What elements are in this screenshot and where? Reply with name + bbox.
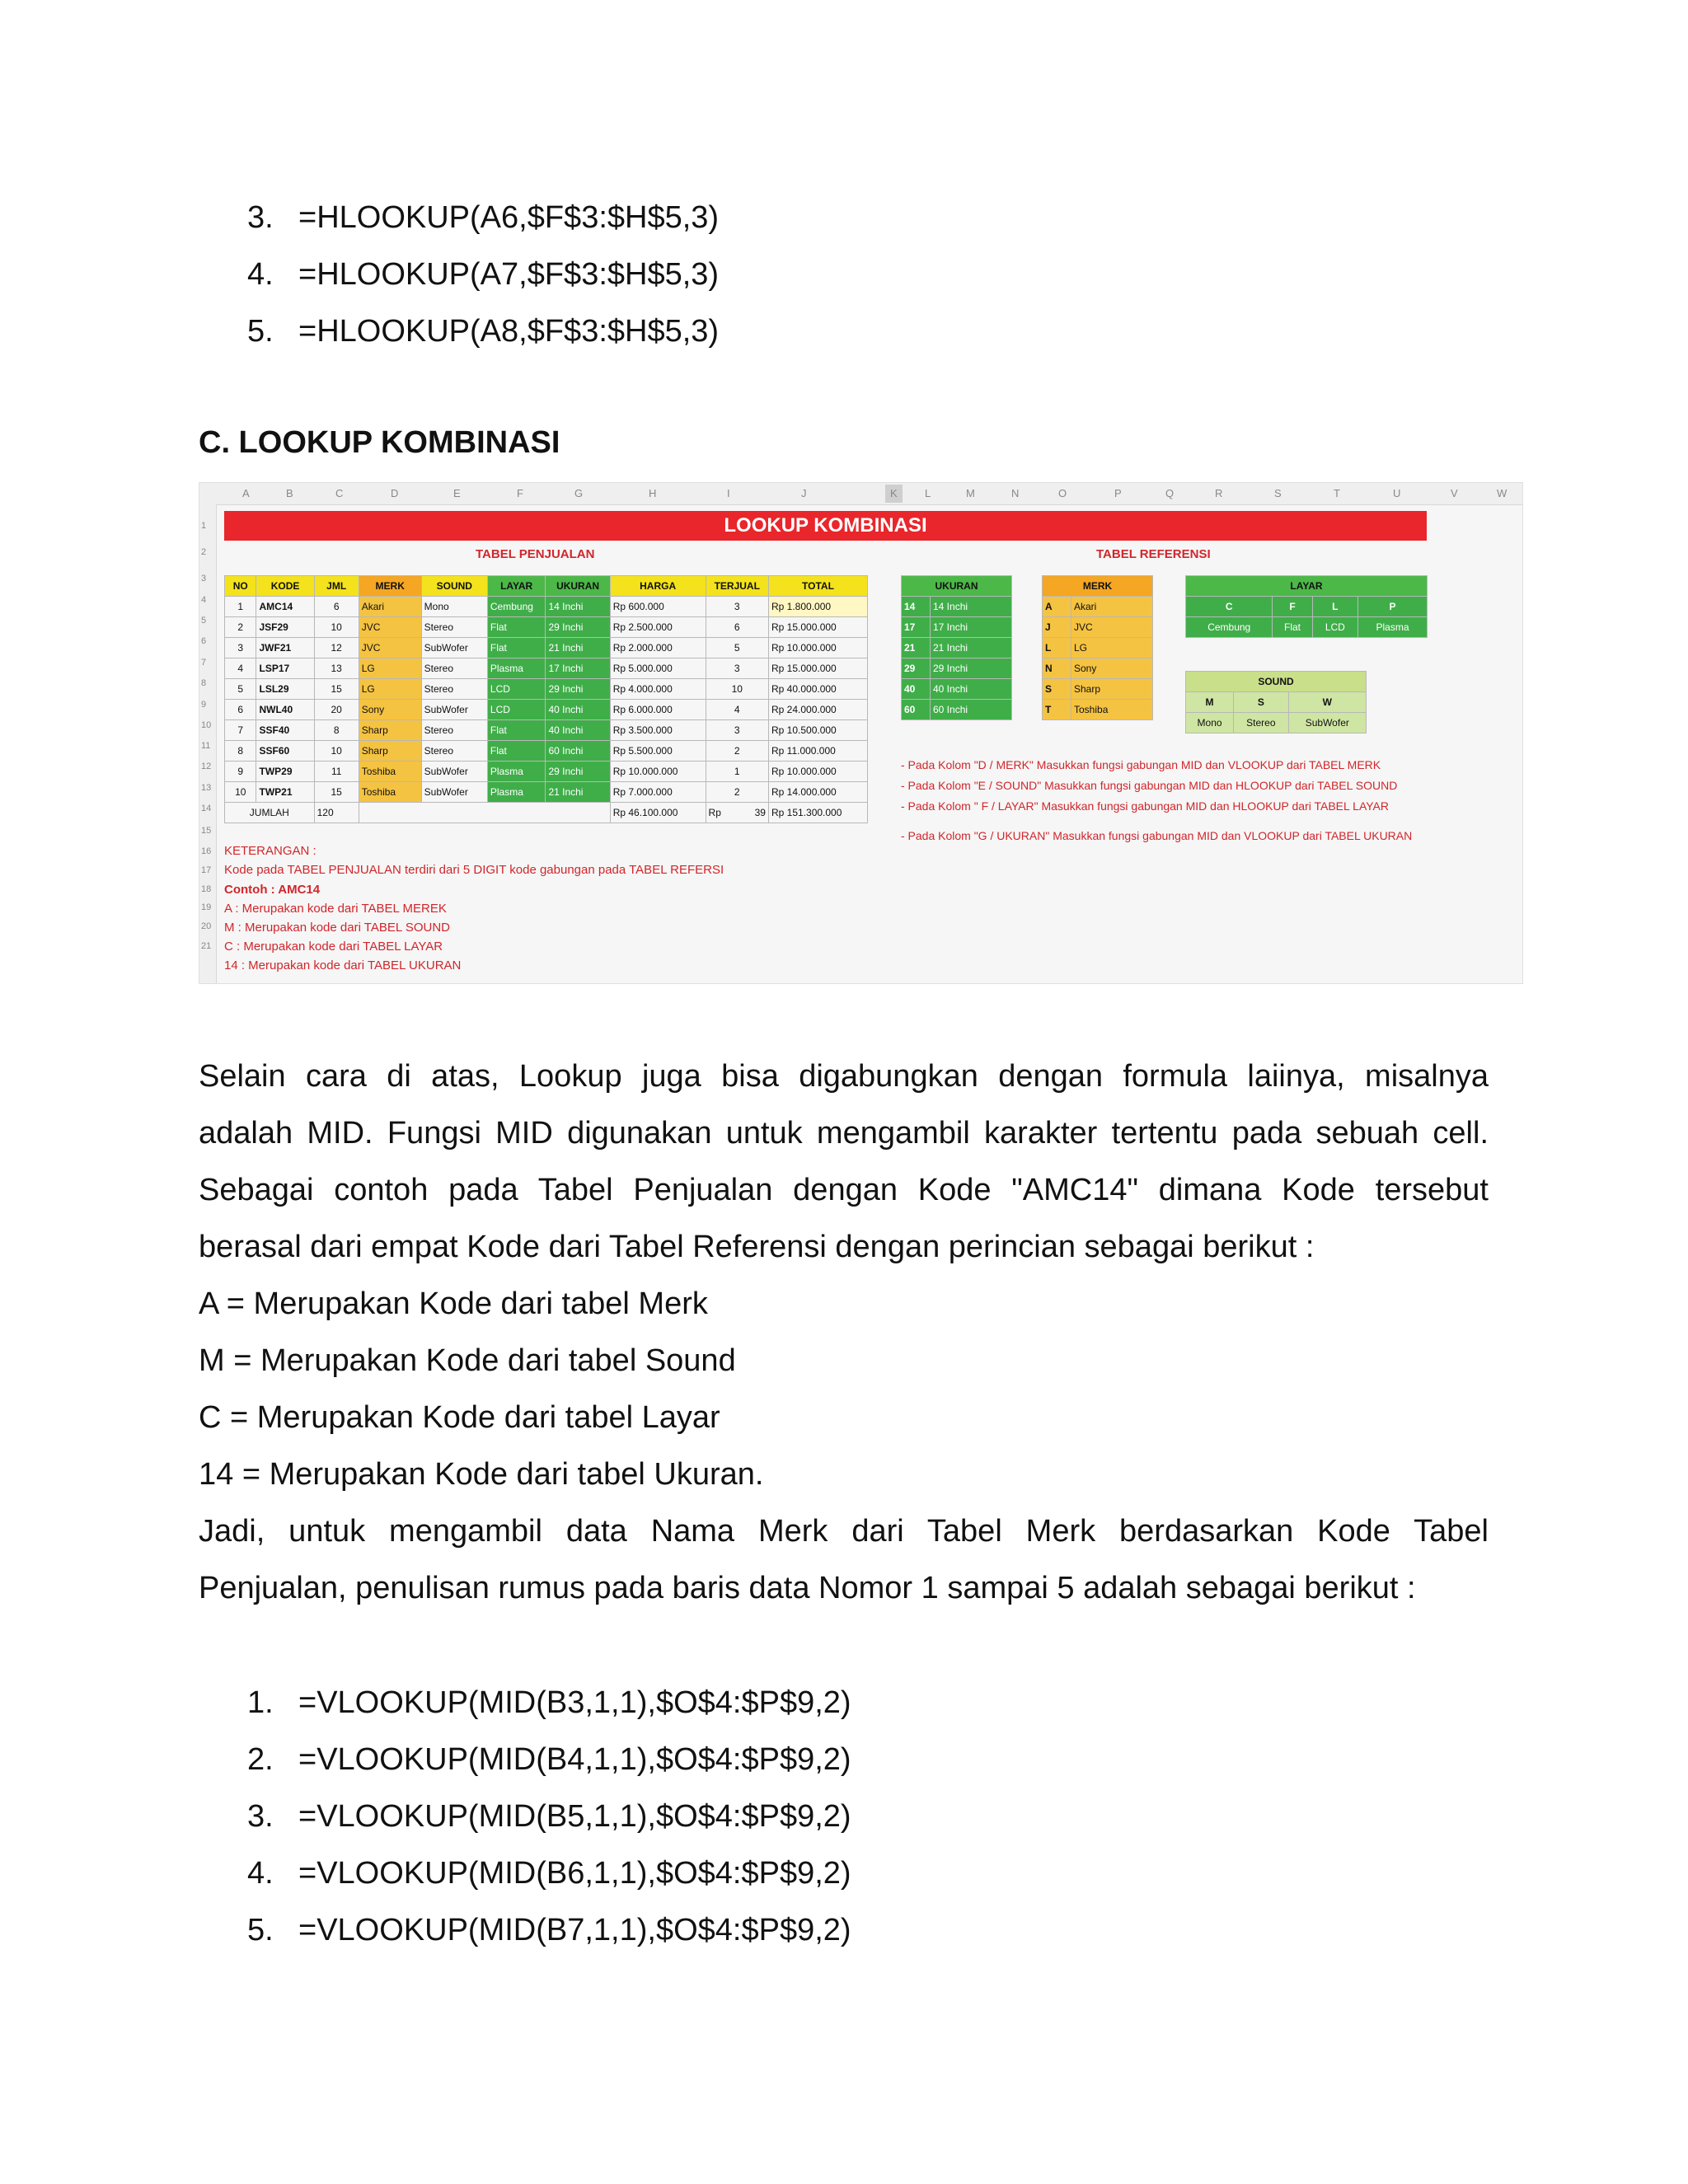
table-cell: 3 <box>225 638 256 658</box>
table-cell: SSF40 <box>256 720 314 741</box>
sound-table <box>1185 671 1367 733</box>
keterangan-line: Kode pada TABEL PENJUALAN terdiri dari 5 DIGIT kode gabungan pada TABEL REFERSI <box>224 863 724 877</box>
table-cell: 8 <box>314 720 359 741</box>
table-row <box>225 617 868 638</box>
table-cell: 2 <box>706 741 768 762</box>
jumlah-terjual <box>706 803 768 823</box>
jumlah-jml: 120 <box>314 803 359 823</box>
table-cell: NWL40 <box>256 700 314 720</box>
column-letter: W <box>1497 487 1507 499</box>
note-line: - Pada Kolom "G / UKURAN" Masukkan fungsi gabungan MID dan VLOOKUP dari TABEL UKURAN <box>901 829 1413 842</box>
header-cell: TOTAL <box>768 576 867 597</box>
ref-row <box>902 700 1012 720</box>
row-number: 21 <box>201 941 212 951</box>
table-row <box>225 658 868 679</box>
jumlah-terjual-value: 39 <box>754 807 766 818</box>
ref-code: 29 <box>902 658 931 679</box>
row-number: 12 <box>201 762 212 771</box>
ref-code: N <box>1043 658 1071 679</box>
column-letter: O <box>1058 487 1067 499</box>
sound-header-row <box>1186 672 1367 692</box>
table-cell: SubWofer <box>421 700 487 720</box>
column-letter: V <box>1451 487 1458 499</box>
ref-code: J <box>1043 617 1071 638</box>
table-cell: 40 Inchi <box>546 700 610 720</box>
table-cell: 10 <box>314 617 359 638</box>
list-item <box>247 1845 851 1902</box>
list-number: 5. <box>247 314 274 349</box>
ref-value: 17 Inchi <box>931 617 1012 638</box>
ref-value: Toshiba <box>1071 700 1153 720</box>
header-cell: NO <box>225 576 256 597</box>
table-cell: Rp 10.000.000 <box>610 762 706 782</box>
table-cell: 11 <box>314 762 359 782</box>
definition-line: C = Merupakan Kode dari tabel Layar <box>199 1400 720 1435</box>
layar-code: C <box>1186 597 1273 617</box>
ref-row <box>902 597 1012 617</box>
sound-value: Mono <box>1186 713 1234 733</box>
row-number: 2 <box>201 547 207 557</box>
ref-header: MERK <box>1043 576 1153 597</box>
jumlah-harga: Rp 46.100.000 <box>610 803 706 823</box>
table-cell: 3 <box>706 597 768 617</box>
list-number: 4. <box>247 257 274 292</box>
ref-code: A <box>1043 597 1071 617</box>
paragraph-line: Penjualan, penulisan rumus pada baris data Nomor 1 sampai 5 adalah sebagai berikut : <box>199 1571 1416 1605</box>
sound-value: Stereo <box>1234 713 1288 733</box>
table-cell: Sony <box>359 700 421 720</box>
formula-text: =VLOOKUP(MID(B5,1,1),$O$4:$P$9,2) <box>298 1799 851 1834</box>
table-cell: Rp 14.000.000 <box>768 782 867 803</box>
table-cell: 13 <box>314 658 359 679</box>
ref-row <box>1043 679 1153 700</box>
layar-codes-row <box>1186 597 1428 617</box>
table-cell: 21 Inchi <box>546 782 610 803</box>
paragraph-line: Sebagai contoh pada Tabel Penjualan dengan Kode "AMC14" dimana Kode tersebut <box>199 1173 1489 1207</box>
keterangan-line: KETERANGAN : <box>224 844 316 858</box>
formula-text: =VLOOKUP(MID(B6,1,1),$O$4:$P$9,2) <box>298 1856 851 1891</box>
table-cell: 17 Inchi <box>546 658 610 679</box>
layar-table <box>1185 575 1428 638</box>
table-cell: 4 <box>225 658 256 679</box>
ref-code: L <box>1043 638 1071 658</box>
column-letter: A <box>242 487 250 499</box>
table-cell: Rp 10.000.000 <box>768 762 867 782</box>
list-number: 1. <box>247 1685 274 1720</box>
table-row <box>225 638 868 658</box>
section-heading: C. LOOKUP KOMBINASI <box>199 425 560 460</box>
table-cell: LCD <box>487 700 546 720</box>
ref-value: 21 Inchi <box>931 638 1012 658</box>
list-item <box>247 1902 851 1959</box>
table-cell: JWF21 <box>256 638 314 658</box>
ref-row <box>1043 617 1153 638</box>
table-cell: Cembung <box>487 597 546 617</box>
table-cell: 2 <box>225 617 256 638</box>
ref-row <box>902 658 1012 679</box>
layar-value: Plasma <box>1358 617 1428 638</box>
layar-code: P <box>1358 597 1428 617</box>
jumlah-label: JUMLAH <box>225 803 315 823</box>
sheet-banner: LOOKUP KOMBINASI <box>224 511 1427 541</box>
table-cell: JSF29 <box>256 617 314 638</box>
ref-row <box>1043 638 1153 658</box>
paragraph-line: berasal dari empat Kode dari Tabel Referensi dengan perincian sebagai berikut : <box>199 1230 1315 1264</box>
list-number: 3. <box>247 1799 274 1834</box>
row-number: 8 <box>201 678 207 688</box>
table-row <box>225 782 868 803</box>
list-item <box>247 246 719 303</box>
layar-code: F <box>1273 597 1312 617</box>
spreadsheet-image <box>199 482 1523 984</box>
table-cell: JVC <box>359 638 421 658</box>
table-cell: Rp 5.500.000 <box>610 741 706 762</box>
list-item <box>247 190 719 246</box>
table-cell: Rp 600.000 <box>610 597 706 617</box>
ref-value: 40 Inchi <box>931 679 1012 700</box>
column-letter: I <box>727 487 730 499</box>
header-cell: MERK <box>359 576 421 597</box>
table-cell: Stereo <box>421 741 487 762</box>
table-cell: SSF60 <box>256 741 314 762</box>
table-cell: 15 <box>314 679 359 700</box>
ref-code: 21 <box>902 638 931 658</box>
table-cell: SubWofer <box>421 782 487 803</box>
table-cell: 7 <box>225 720 256 741</box>
row-number: 20 <box>201 921 212 931</box>
keterangan-line: A : Merupakan kode dari TABEL MEREK <box>224 902 447 916</box>
formula-text: =VLOOKUP(MID(B3,1,1),$O$4:$P$9,2) <box>298 1685 851 1720</box>
list-number: 4. <box>247 1856 274 1891</box>
table-cell: Flat <box>487 720 546 741</box>
column-letter: C <box>335 487 344 499</box>
table-cell: Mono <box>421 597 487 617</box>
column-letter: L <box>925 487 931 499</box>
row-number: 5 <box>201 616 207 626</box>
table-cell: Rp 15.000.000 <box>768 617 867 638</box>
table-cell: 1 <box>706 762 768 782</box>
table-cell: Flat <box>487 638 546 658</box>
table-cell: Sharp <box>359 741 421 762</box>
table-cell: 6 <box>706 617 768 638</box>
table-cell: 6 <box>314 597 359 617</box>
ref-value: 29 Inchi <box>931 658 1012 679</box>
penjualan-title: TABEL PENJUALAN <box>476 547 595 561</box>
row-number: 17 <box>201 865 212 875</box>
jumlah-rp: Rp <box>708 807 721 818</box>
table-cell: Rp 11.000.000 <box>768 741 867 762</box>
sound-value: SubWofer <box>1288 713 1366 733</box>
ref-code: 40 <box>902 679 931 700</box>
table-cell: 10 <box>225 782 256 803</box>
paragraph-line: Jadi, untuk mengambil data Nama Merk dari Tabel Merk berdasarkan Kode Tabel <box>199 1514 1489 1549</box>
column-letter: E <box>453 487 461 499</box>
row-number-bar <box>199 504 217 983</box>
paragraph-line: Selain cara di atas, Lookup juga bisa digabungkan dengan formula laiinya, misalnya <box>199 1059 1489 1094</box>
table-cell: Stereo <box>421 720 487 741</box>
row-number: 9 <box>201 700 207 710</box>
keterangan-line: M : Merupakan kode dari TABEL SOUND <box>224 921 450 935</box>
paragraph-line: adalah MID. Fungsi MID digunakan untuk mengambil karakter tertentu pada sebuah cell. <box>199 1116 1489 1151</box>
row-number: 10 <box>201 720 212 730</box>
table-cell: Flat <box>487 741 546 762</box>
column-letter: M <box>966 487 975 499</box>
row-number: 13 <box>201 783 212 793</box>
table-cell: 1 <box>225 597 256 617</box>
sound-values-row <box>1186 713 1367 733</box>
ref-row <box>1043 658 1153 679</box>
ref-header: UKURAN <box>902 576 1012 597</box>
row-number: 3 <box>201 574 207 583</box>
ref-value: LG <box>1071 638 1153 658</box>
ref-row <box>902 617 1012 638</box>
row-number: 7 <box>201 658 207 668</box>
table-cell: 60 Inchi <box>546 741 610 762</box>
table-cell: 10 <box>706 679 768 700</box>
note-line: - Pada Kolom "D / MERK" Masukkan fungsi gabungan MID dan VLOOKUP dari TABEL MERK <box>901 758 1381 771</box>
layar-value: Flat <box>1273 617 1312 638</box>
ref-value: 14 Inchi <box>931 597 1012 617</box>
table-cell: Rp 24.000.000 <box>768 700 867 720</box>
table-cell: 5 <box>225 679 256 700</box>
column-letter: N <box>1011 487 1020 499</box>
table-cell: 3 <box>706 658 768 679</box>
ref-header-row <box>902 576 1012 597</box>
ukuran-table <box>901 575 1012 720</box>
table-cell: Rp 10.000.000 <box>768 638 867 658</box>
keterangan-line: C : Merupakan kode dari TABEL LAYAR <box>224 940 443 954</box>
merk-table <box>1042 575 1153 720</box>
penjualan-header-row <box>225 576 868 597</box>
ref-code: 17 <box>902 617 931 638</box>
table-cell: Stereo <box>421 617 487 638</box>
ref-row <box>902 638 1012 658</box>
keterangan-line: 14 : Merupakan kode dari TABEL UKURAN <box>224 958 462 972</box>
table-cell: 29 Inchi <box>546 617 610 638</box>
column-letter: G <box>574 487 584 499</box>
keterangan-line: Contoh : AMC14 <box>224 883 321 897</box>
sound-header: SOUND <box>1186 672 1367 692</box>
list-number: 5. <box>247 1913 274 1947</box>
table-cell: LG <box>359 658 421 679</box>
column-letter: H <box>649 487 657 499</box>
column-letter: J <box>801 487 807 499</box>
row-number: 18 <box>201 884 212 894</box>
list-item <box>247 1788 851 1845</box>
table-cell: Rp 7.000.000 <box>610 782 706 803</box>
table-cell: 15 <box>314 782 359 803</box>
table-cell: Rp 4.000.000 <box>610 679 706 700</box>
row-number: 1 <box>201 521 207 531</box>
row-number: 16 <box>201 846 212 856</box>
table-cell: Akari <box>359 597 421 617</box>
table-cell: Plasma <box>487 658 546 679</box>
table-cell: Plasma <box>487 782 546 803</box>
table-cell: Rp 3.500.000 <box>610 720 706 741</box>
row-number: 19 <box>201 902 212 912</box>
row-number: 11 <box>201 741 211 751</box>
ref-row <box>1043 700 1153 720</box>
list-item <box>247 303 719 360</box>
column-letter: R <box>1215 487 1223 499</box>
layar-header-row <box>1186 576 1428 597</box>
definition-line: M = Merupakan Kode dari tabel Sound <box>199 1343 736 1378</box>
sound-codes-row <box>1186 692 1367 713</box>
table-cell: Rp 2.500.000 <box>610 617 706 638</box>
table-cell: 8 <box>225 741 256 762</box>
table-cell: Stereo <box>421 658 487 679</box>
row-number: 14 <box>201 804 212 813</box>
ref-code: 60 <box>902 700 931 720</box>
column-letter: P <box>1114 487 1122 499</box>
table-row <box>225 700 868 720</box>
table-cell: LG <box>359 679 421 700</box>
table-cell: 5 <box>706 638 768 658</box>
referensi-title: TABEL REFERENSI <box>1096 547 1211 561</box>
table-cell: SubWofer <box>421 638 487 658</box>
table-cell: TWP29 <box>256 762 314 782</box>
list-item <box>247 1732 851 1788</box>
table-cell: 29 Inchi <box>546 679 610 700</box>
formula-text: =HLOOKUP(A7,$F$3:$H$5,3) <box>298 257 720 292</box>
list-number: 3. <box>247 200 274 235</box>
table-cell: 20 <box>314 700 359 720</box>
table-row <box>225 720 868 741</box>
formula-list-bottom <box>247 1675 851 1959</box>
layar-value: LCD <box>1312 617 1357 638</box>
table-cell: Rp 6.000.000 <box>610 700 706 720</box>
row-number: 4 <box>201 595 207 605</box>
jumlah-total: Rp 151.300.000 <box>768 803 867 823</box>
penjualan-table <box>224 575 868 823</box>
column-letter: B <box>286 487 293 499</box>
table-cell: Rp 2.000.000 <box>610 638 706 658</box>
table-cell: 9 <box>225 762 256 782</box>
table-cell: 4 <box>706 700 768 720</box>
ref-value: Sharp <box>1071 679 1153 700</box>
table-row <box>225 741 868 762</box>
row-number: 6 <box>201 636 207 646</box>
table-cell: 40 Inchi <box>546 720 610 741</box>
ref-code: 14 <box>902 597 931 617</box>
header-cell: HARGA <box>610 576 706 597</box>
table-cell: 12 <box>314 638 359 658</box>
header-cell: SOUND <box>421 576 487 597</box>
note-line: - Pada Kolom "E / SOUND" Masukkan fungsi gabungan MID dan HLOOKUP dari TABEL SOUND <box>901 779 1398 792</box>
layar-code: L <box>1312 597 1357 617</box>
ref-code: T <box>1043 700 1071 720</box>
column-letter: T <box>1334 487 1340 499</box>
column-letter: D <box>391 487 399 499</box>
table-cell: 10 <box>314 741 359 762</box>
table-cell: TWP21 <box>256 782 314 803</box>
sound-code: W <box>1288 692 1366 713</box>
list-number: 2. <box>247 1742 274 1777</box>
sound-code: M <box>1186 692 1234 713</box>
table-cell: 6 <box>225 700 256 720</box>
table-row <box>225 762 868 782</box>
table-cell: 3 <box>706 720 768 741</box>
table-cell: Rp 15.000.000 <box>768 658 867 679</box>
table-cell: LSL29 <box>256 679 314 700</box>
table-cell: 29 Inchi <box>546 762 610 782</box>
layar-header: LAYAR <box>1186 576 1428 597</box>
table-cell: JVC <box>359 617 421 638</box>
row-number: 15 <box>201 826 212 836</box>
table-cell: Toshiba <box>359 762 421 782</box>
column-letter: S <box>1274 487 1282 499</box>
ref-value: JVC <box>1071 617 1153 638</box>
column-letter: Q <box>1165 487 1175 499</box>
formula-text: =VLOOKUP(MID(B4,1,1),$O$4:$P$9,2) <box>298 1742 851 1777</box>
column-header-bar <box>199 483 1522 505</box>
formula-text: =HLOOKUP(A8,$F$3:$H$5,3) <box>298 314 720 349</box>
ref-row <box>1043 597 1153 617</box>
definition-line: A = Merupakan Kode dari tabel Merk <box>199 1286 708 1321</box>
table-cell: Rp 1.800.000 <box>768 597 867 617</box>
table-cell: 14 Inchi <box>546 597 610 617</box>
column-letter: F <box>517 487 523 499</box>
table-cell: Plasma <box>487 762 546 782</box>
list-item <box>247 1675 851 1732</box>
layar-value: Cembung <box>1186 617 1273 638</box>
ref-value: Akari <box>1071 597 1153 617</box>
table-cell: Rp 40.000.000 <box>768 679 867 700</box>
table-cell: Rp 5.000.000 <box>610 658 706 679</box>
formula-list-top <box>247 190 719 360</box>
ref-row <box>902 679 1012 700</box>
table-cell: Toshiba <box>359 782 421 803</box>
table-cell: Rp 10.500.000 <box>768 720 867 741</box>
definition-line: 14 = Merupakan Kode dari tabel Ukuran. <box>199 1457 764 1492</box>
table-cell: 2 <box>706 782 768 803</box>
table-cell: LCD <box>487 679 546 700</box>
table-cell: SubWofer <box>421 762 487 782</box>
formula-text: =HLOOKUP(A6,$F$3:$H$5,3) <box>298 200 720 235</box>
ref-value: 60 Inchi <box>931 700 1012 720</box>
note-line: - Pada Kolom " F / LAYAR" Masukkan fungsi gabungan MID dan HLOOKUP dari TABEL LAYAR <box>901 799 1389 813</box>
table-cell: AMC14 <box>256 597 314 617</box>
table-cell: 21 Inchi <box>546 638 610 658</box>
empty-cell <box>359 803 610 823</box>
layar-values-row <box>1186 617 1428 638</box>
header-cell: UKURAN <box>546 576 610 597</box>
header-cell: TERJUAL <box>706 576 768 597</box>
table-row <box>225 679 868 700</box>
table-cell: Sharp <box>359 720 421 741</box>
table-cell: LSP17 <box>256 658 314 679</box>
ref-code: S <box>1043 679 1071 700</box>
header-cell: LAYAR <box>487 576 546 597</box>
table-row <box>225 597 868 617</box>
ref-header-row <box>1043 576 1153 597</box>
header-cell: KODE <box>256 576 314 597</box>
ref-value: Sony <box>1071 658 1153 679</box>
jumlah-row <box>225 803 868 823</box>
sound-code: S <box>1234 692 1288 713</box>
column-letter: U <box>1393 487 1401 499</box>
header-cell: JML <box>314 576 359 597</box>
column-letter: K <box>885 485 903 503</box>
table-cell: Flat <box>487 617 546 638</box>
formula-text: =VLOOKUP(MID(B7,1,1),$O$4:$P$9,2) <box>298 1913 851 1947</box>
table-cell: Stereo <box>421 679 487 700</box>
